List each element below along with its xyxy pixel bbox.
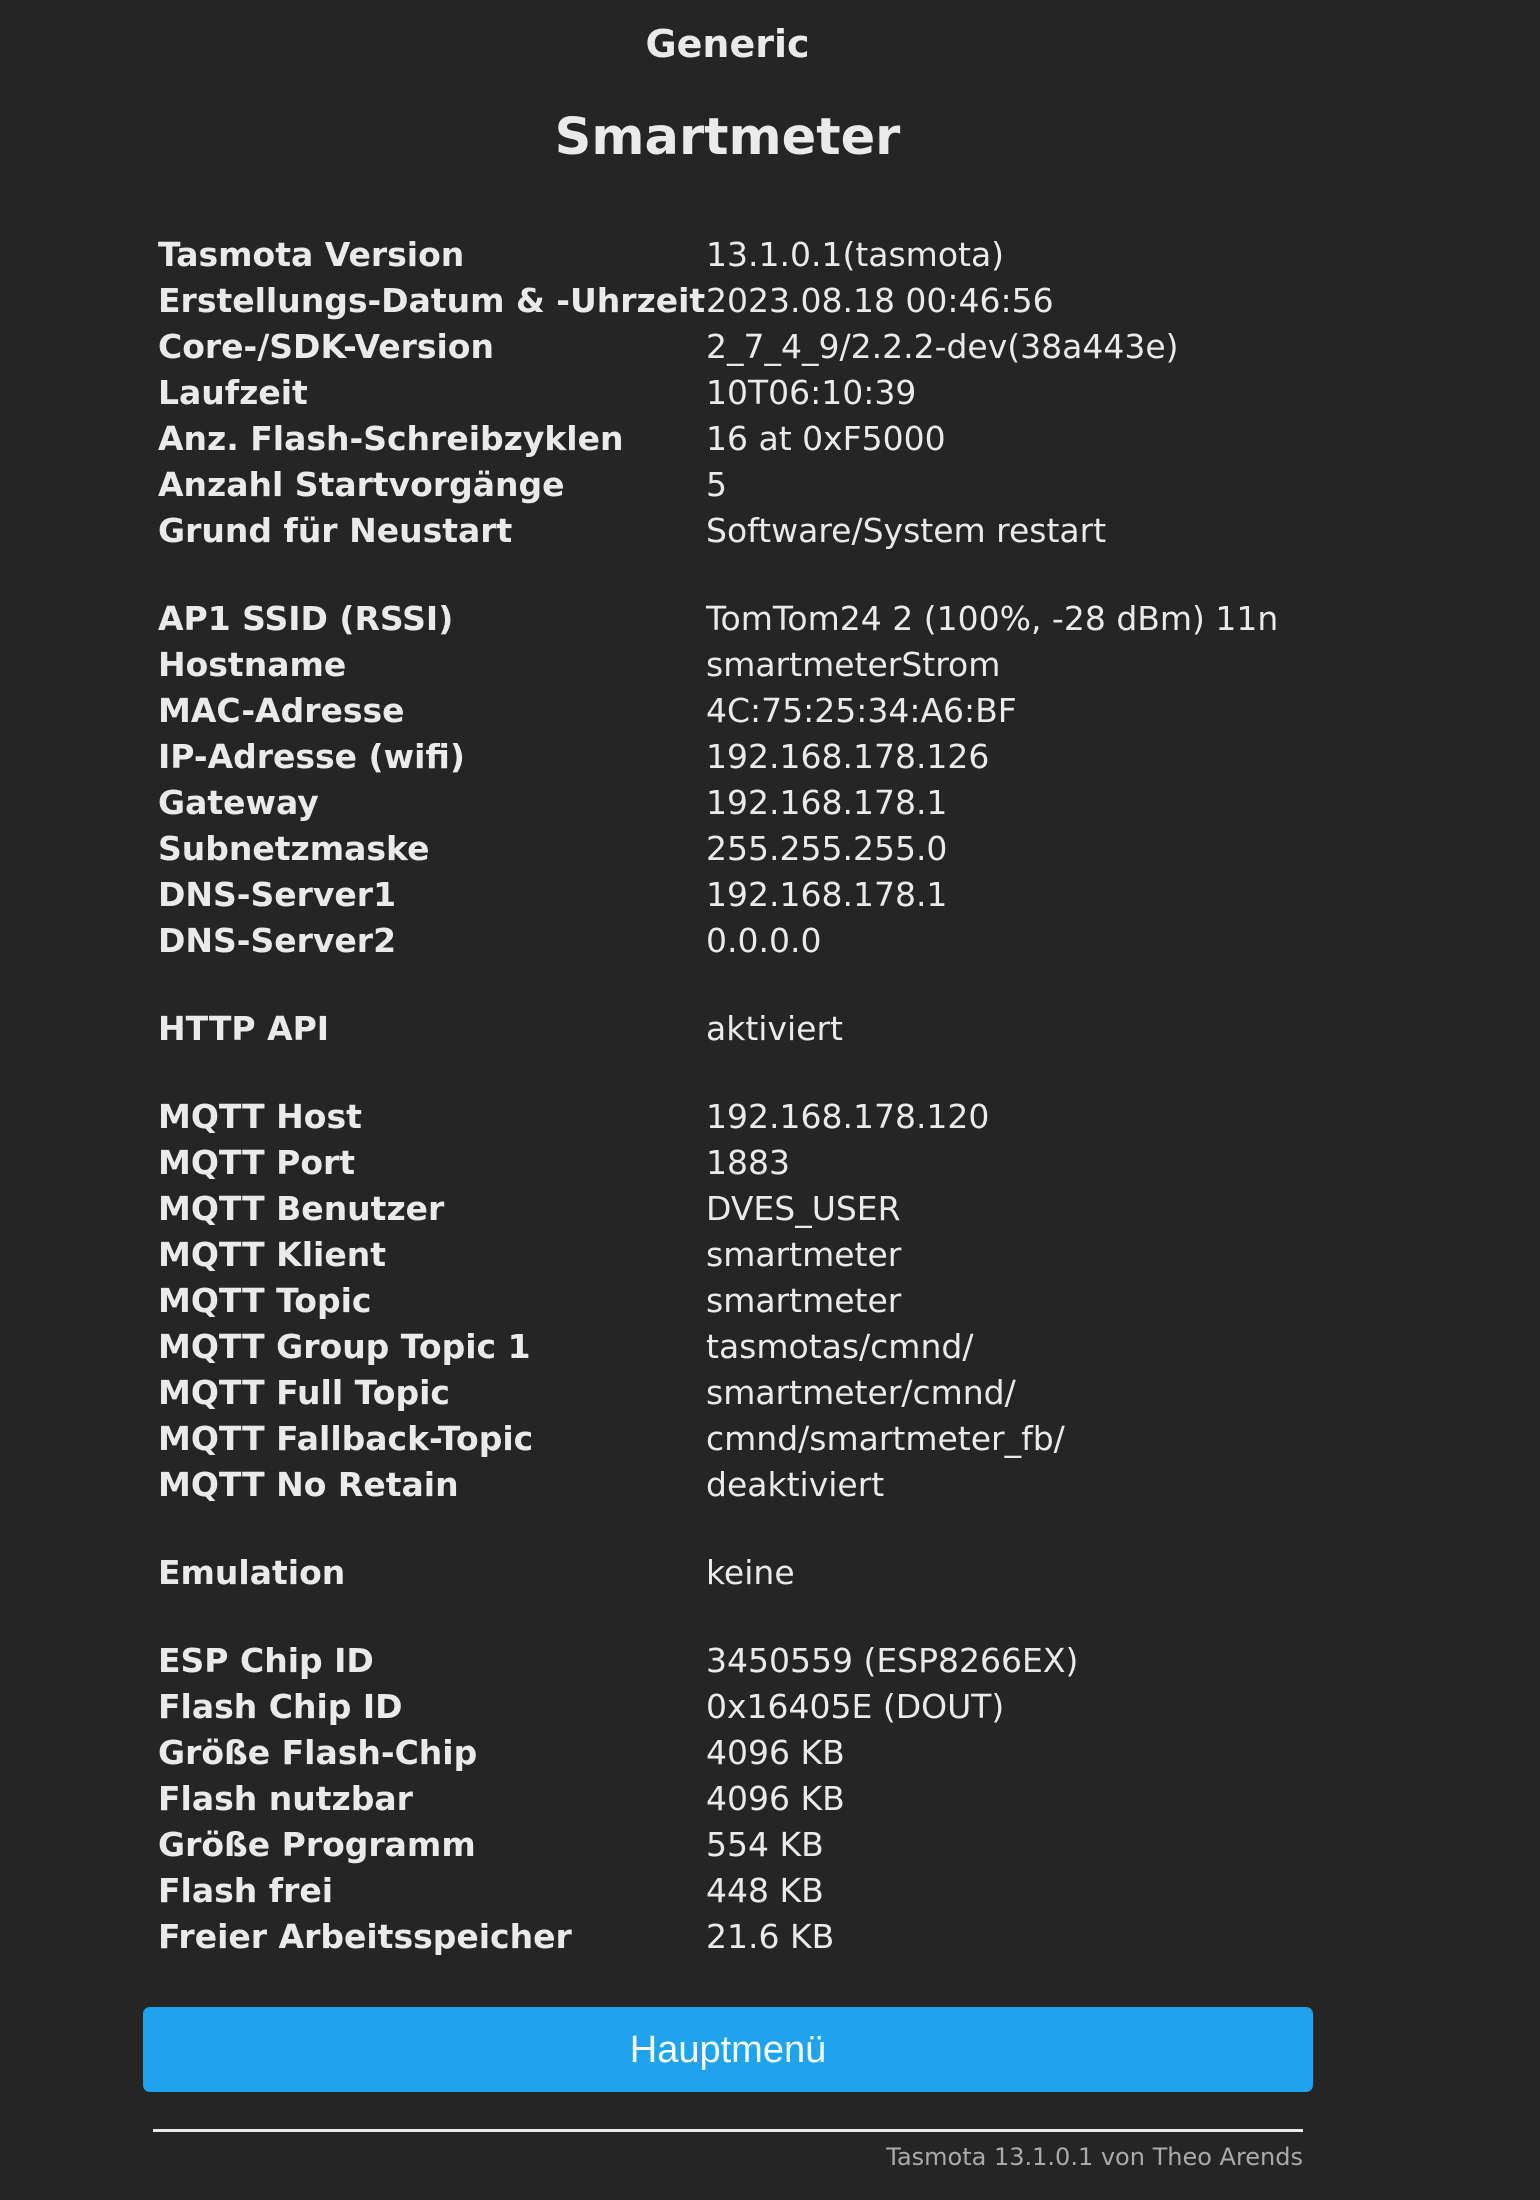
device-name: Generic <box>645 22 810 66</box>
info-row-hardware <box>158 1914 1278 1960</box>
info-row-mqtt <box>158 1232 1278 1278</box>
info-value: tasmotas/cmnd/ <box>706 1327 974 1366</box>
info-value: aktiviert <box>706 1009 843 1048</box>
info-row-mqtt <box>158 1278 1278 1324</box>
info-label: Emulation <box>158 1553 346 1592</box>
info-label: Flash frei <box>158 1871 334 1910</box>
group-spacer <box>158 964 1278 1006</box>
info-row-general <box>158 370 1278 416</box>
info-value: 192.168.178.1 <box>706 783 948 822</box>
info-value: Software/System restart <box>706 511 1107 550</box>
info-value: 10T06:10:39 <box>706 373 917 412</box>
group-spacer-cell <box>158 1596 1278 1638</box>
info-value: 255.255.255.0 <box>706 829 948 868</box>
info-label: Größe Flash-Chip <box>158 1733 478 1772</box>
info-row-general <box>158 232 1278 278</box>
info-row-network <box>158 688 1278 734</box>
info-value: 4096 KB <box>706 1779 845 1818</box>
info-value: 21.6 KB <box>706 1917 835 1956</box>
info-value: cmnd/smartmeter_fb/ <box>706 1419 1065 1458</box>
info-row-mqtt <box>158 1370 1278 1416</box>
group-spacer-cell <box>158 1508 1278 1550</box>
info-label: IP-Adresse (wifi) <box>158 737 465 776</box>
group-spacer-cell <box>158 554 1278 596</box>
info-row-mqtt <box>158 1186 1278 1232</box>
info-row-mqtt <box>158 1416 1278 1462</box>
info-row-network <box>158 826 1278 872</box>
footer-text: Tasmota 13.1.0.1 von Theo Arends <box>886 2143 1303 2171</box>
info-label: Subnetzmaske <box>158 829 430 868</box>
info-value: 192.168.178.1 <box>706 875 948 914</box>
info-value: 192.168.178.126 <box>706 737 990 776</box>
info-row-general <box>158 278 1278 324</box>
info-value: 1883 <box>706 1143 790 1182</box>
info-value: 13.1.0.1(tasmota) <box>706 235 1005 274</box>
info-label: MQTT Topic <box>158 1281 372 1320</box>
info-value: 5 <box>706 465 727 504</box>
page-title: Smartmeter <box>554 108 901 167</box>
info-row-http <box>158 1006 1278 1052</box>
info-label: MQTT Port <box>158 1143 356 1182</box>
info-row-network <box>158 780 1278 826</box>
info-label: MQTT Klient <box>158 1235 387 1274</box>
info-label: Flash Chip ID <box>158 1687 403 1726</box>
info-row-network <box>158 872 1278 918</box>
info-label: HTTP API <box>158 1009 330 1048</box>
info-row-general <box>158 508 1278 554</box>
info-row-mqtt <box>158 1324 1278 1370</box>
information-table <box>158 232 1278 1960</box>
info-label: Anzahl Startvorgänge <box>158 465 565 504</box>
info-label: Größe Programm <box>158 1825 476 1864</box>
info-value: 0x16405E (DOUT) <box>706 1687 1005 1726</box>
info-label: Core-/SDK-Version <box>158 327 494 366</box>
info-value: 448 KB <box>706 1871 824 1910</box>
info-value: 554 KB <box>706 1825 824 1864</box>
footer-divider <box>153 2129 1303 2132</box>
info-label: MQTT Fallback-Topic <box>158 1419 534 1458</box>
info-row-hardware <box>158 1730 1278 1776</box>
info-row-general <box>158 324 1278 370</box>
info-label: Hostname <box>158 645 347 684</box>
info-row-hardware <box>158 1868 1278 1914</box>
info-row-hardware <box>158 1684 1278 1730</box>
info-row-hardware <box>158 1638 1278 1684</box>
info-label: Erstellungs-Datum & -Uhrzeit <box>158 281 706 320</box>
info-value: 2_7_4_9/2.2.2-dev(38a443e) <box>706 327 1179 366</box>
info-label: AP1 SSID (RSSI) <box>158 599 454 638</box>
info-row-mqtt <box>158 1094 1278 1140</box>
info-label: Tasmota Version <box>158 235 465 274</box>
info-label: MQTT No Retain <box>158 1465 459 1504</box>
info-label: MQTT Host <box>158 1097 362 1136</box>
group-spacer <box>158 1052 1278 1094</box>
info-label: DNS-Server2 <box>158 921 397 960</box>
info-label: MQTT Full Topic <box>158 1373 450 1412</box>
info-value: TomTom24 2 (100%, -28 dBm) 11n <box>706 599 1279 638</box>
info-row-general <box>158 462 1278 508</box>
info-label: Flash nutzbar <box>158 1779 413 1818</box>
info-label: MQTT Benutzer <box>158 1189 445 1228</box>
info-value: 3450559 (ESP8266EX) <box>706 1641 1079 1680</box>
info-label: Laufzeit <box>158 373 308 412</box>
info-label: MQTT Group Topic 1 <box>158 1327 531 1366</box>
info-row-general <box>158 416 1278 462</box>
info-value: 0.0.0.0 <box>706 921 822 960</box>
info-value: DVES_USER <box>706 1189 901 1228</box>
info-value: 2023.08.18 00:46:56 <box>706 281 1054 320</box>
group-spacer <box>158 1508 1278 1550</box>
info-label: Grund für Neustart <box>158 511 513 550</box>
info-value: 4096 KB <box>706 1733 845 1772</box>
info-label: Freier Arbeitsspeicher <box>158 1917 572 1956</box>
info-value: 4C:75:25:34:A6:BF <box>706 691 1017 730</box>
info-row-network <box>158 596 1278 642</box>
group-spacer <box>158 1596 1278 1638</box>
info-row-hardware <box>158 1822 1278 1868</box>
info-value: deaktiviert <box>706 1465 885 1504</box>
info-row-mqtt <box>158 1140 1278 1186</box>
info-label: DNS-Server1 <box>158 875 397 914</box>
info-value: smartmeter <box>706 1281 902 1320</box>
info-value: smartmeter/cmnd/ <box>706 1373 1016 1412</box>
info-value: smartmeterStrom <box>706 645 1001 684</box>
info-label: MAC-Adresse <box>158 691 405 730</box>
info-label: Gateway <box>158 783 319 822</box>
info-value: keine <box>706 1553 795 1592</box>
group-spacer-cell <box>158 964 1278 1006</box>
group-spacer-cell <box>158 1052 1278 1094</box>
info-value: 16 at 0xF5000 <box>706 419 946 458</box>
info-row-network <box>158 734 1278 780</box>
info-label: ESP Chip ID <box>158 1641 374 1680</box>
info-row-mqtt <box>158 1462 1278 1508</box>
information-table-body <box>158 232 1278 1960</box>
info-row-network <box>158 918 1278 964</box>
info-row-hardware <box>158 1776 1278 1822</box>
info-row-network <box>158 642 1278 688</box>
info-value: smartmeter <box>706 1235 902 1274</box>
main-menu-button[interactable]: Hauptmenü <box>143 2007 1313 2092</box>
info-value: 192.168.178.120 <box>706 1097 990 1136</box>
group-spacer <box>158 554 1278 596</box>
info-label: Anz. Flash-Schreibzyklen <box>158 419 624 458</box>
info-row-emulation <box>158 1550 1278 1596</box>
